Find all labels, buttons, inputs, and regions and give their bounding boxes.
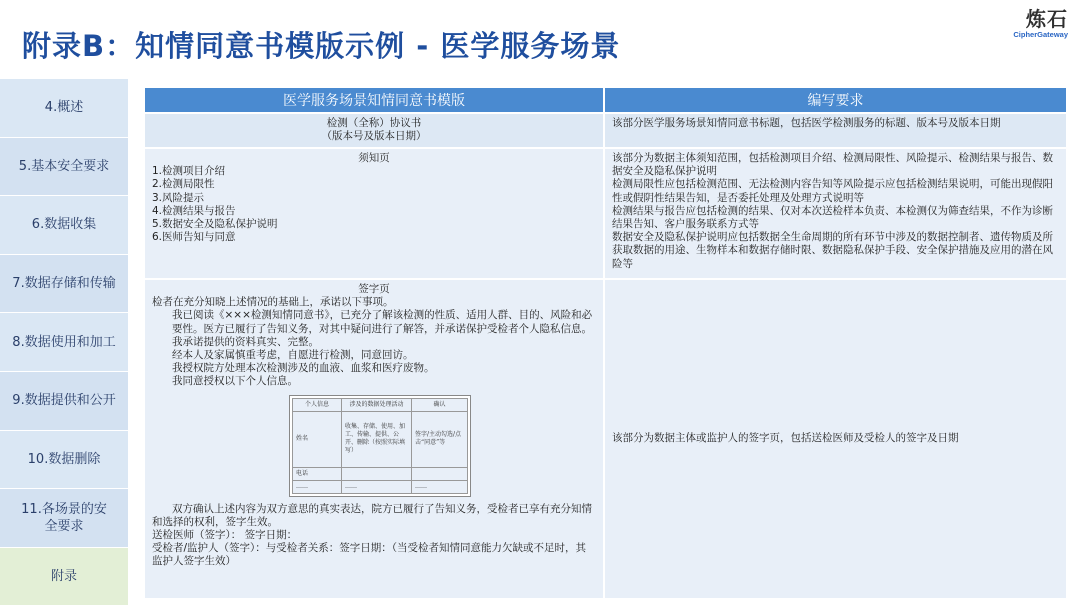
column-header-requirements: 编写要求 [604, 87, 1067, 113]
sidebar-item-use-processing[interactable]: 8.数据使用和加工 [0, 313, 128, 372]
table-row [144, 279, 1067, 599]
notice-item: 5.数据安全及隐私保护说明 [152, 218, 278, 231]
info-header: 涉及的数据处理活动 [342, 398, 412, 411]
agreement-title: 检测（全称）协议书 [326, 117, 422, 129]
logo-chinese: 炼石 [1026, 7, 1068, 31]
info-cell: 姓名 [293, 411, 342, 467]
personal-info-table [292, 398, 468, 494]
info-cell: 电话 [293, 467, 342, 480]
table-header-row [144, 87, 1067, 113]
requirement-text: 数据安全及隐私保护说明应包括数据全生命周期的所有环节中涉及的数据控制者、遗传物质及所获取数据的用途、生物样本和数据存储时限、数据隐私保护手段、安全保护措施及应用的潜在风险等 [612, 231, 1053, 270]
consent-paragraph: 我已阅读《×××检测知情同意书》，已充分了解该检测的性质、适用人群、目的、风险和必要性。医方已履行了告知义务，对其中疑问进行了解答，并承诺保护受检者个人隐私信息。 [172, 309, 593, 335]
doctor-signature-line: 送检医师（签字）： 签字日期： [152, 529, 298, 542]
consent-paragraph: 我同意授权以下个人信息。 [172, 375, 298, 388]
signature-requirement-cell: 该部分为数据主体或监护人的签字页，包括送检医师及受检人的签字及日期 [604, 279, 1067, 599]
table-row [293, 467, 468, 480]
requirement-text: 该部分为数据主体须知范围，包括检测项目介绍、检测局限性、风险提示、检测结果与报告、数据安全及隐私保护说明 [612, 152, 1053, 178]
notice-section-cell [144, 148, 604, 279]
title-requirement-cell: 该部分医学服务场景知情同意书标题，包括医学检测服务的标题、版本号及版本日期 [604, 113, 1067, 148]
info-cell: 收集、存储、使用、加工、传输、提供、公开、删除（按照实际填写） [342, 411, 412, 467]
info-cell [412, 467, 468, 480]
info-header: 确认 [412, 398, 468, 411]
table-row [144, 113, 1067, 148]
info-cell: …… [293, 480, 342, 493]
notice-title: 须知页 [358, 152, 390, 164]
consent-paragraph: 我授权院方处理本次检测涉及的血液、血浆和医疗废物。 [172, 362, 435, 375]
column-header-template: 医学服务场景知情同意书模版 [144, 87, 604, 113]
sidebar-item-overview[interactable]: 4.概述 [0, 79, 128, 138]
requirement-text: 检测局限性应包括检测范围、无法检测内容告知等风险提示应包括检测结果说明，可能出现假阳性或假阴性结果告知，是否委托处理及处理方式说明等 [612, 178, 1053, 204]
consent-template-table [143, 86, 1068, 600]
consent-paragraph: 我承诺提供的资料真实、完整。 [172, 335, 319, 348]
sidebar-item-data-deletion[interactable]: 10.数据删除 [0, 431, 128, 490]
table-row [293, 480, 468, 493]
brand-logo [1013, 8, 1068, 39]
version-info: （版本号及版本日期） [321, 130, 427, 143]
info-cell [342, 467, 412, 480]
info-header: 个人信息 [293, 398, 342, 411]
requirement-text: 检测结果与报告应包括检测的结果、仅对本次送检样本负责、本检测仅为筛查结果，不作为诊断结果告知、客户服务联系方式等 [612, 204, 1053, 231]
notice-item: 1.检测项目介绍 [152, 165, 226, 178]
sidebar-item-data-collection[interactable]: 6.数据收集 [0, 196, 128, 255]
notice-requirement-cell [604, 148, 1067, 279]
signature-intro: 检者在充分知晓上述情况的基础上，承诺以下事项。 [152, 296, 394, 309]
notice-item: 3.风险提示 [152, 191, 205, 204]
table-row [293, 398, 468, 411]
consent-paragraph: 经本人及家属慎重考虑，自愿进行检测，同意回访。 [172, 349, 414, 362]
sidebar-item-appendix[interactable]: 附录 [0, 548, 128, 607]
sidebar-item-provision-disclosure[interactable]: 9.数据提供和公开 [0, 372, 128, 431]
signature-page-title: 签字页 [358, 283, 390, 295]
info-cell: …… [342, 480, 412, 493]
title-section-cell [144, 113, 604, 148]
sidebar-item-label: 11.各场景的安全要求 [21, 501, 107, 534]
sidebar-item-scenario-security[interactable] [0, 489, 128, 548]
info-cell: 签字/主动勾选/点击“同意”等 [412, 411, 468, 467]
personal-info-table-image [289, 395, 471, 497]
sidebar-item-basic-security[interactable]: 5.基本安全要求 [0, 138, 128, 197]
table-row [293, 411, 468, 467]
info-cell: …… [412, 480, 468, 493]
notice-item: 4.检测结果与报告 [152, 204, 236, 217]
signature-section-cell [144, 279, 604, 599]
sidebar-nav [0, 79, 128, 606]
sidebar-item-storage-transmission[interactable]: 7.数据存储和传输 [0, 255, 128, 314]
notice-item: 2.检测局限性 [152, 178, 215, 191]
notice-item: 6.医师告知与同意 [152, 231, 236, 244]
page-title: 附录B：知情同意书模版示例 - 医学服务场景 [22, 29, 621, 63]
table-row [144, 148, 1067, 279]
logo-english: CipherGateway [1013, 30, 1068, 39]
closing-statement: 双方确认上述内容为双方意思的真实表达，院方已履行了告知义务，受检者已享有充分知情和选择的权利，签字生效。 [152, 502, 592, 528]
patient-signature-line: 受检者/监护人（签字）：与受检者关系：签字日期：（当受检者知情同意能力欠缺或不足时，其监护人签字生效） [152, 542, 587, 568]
